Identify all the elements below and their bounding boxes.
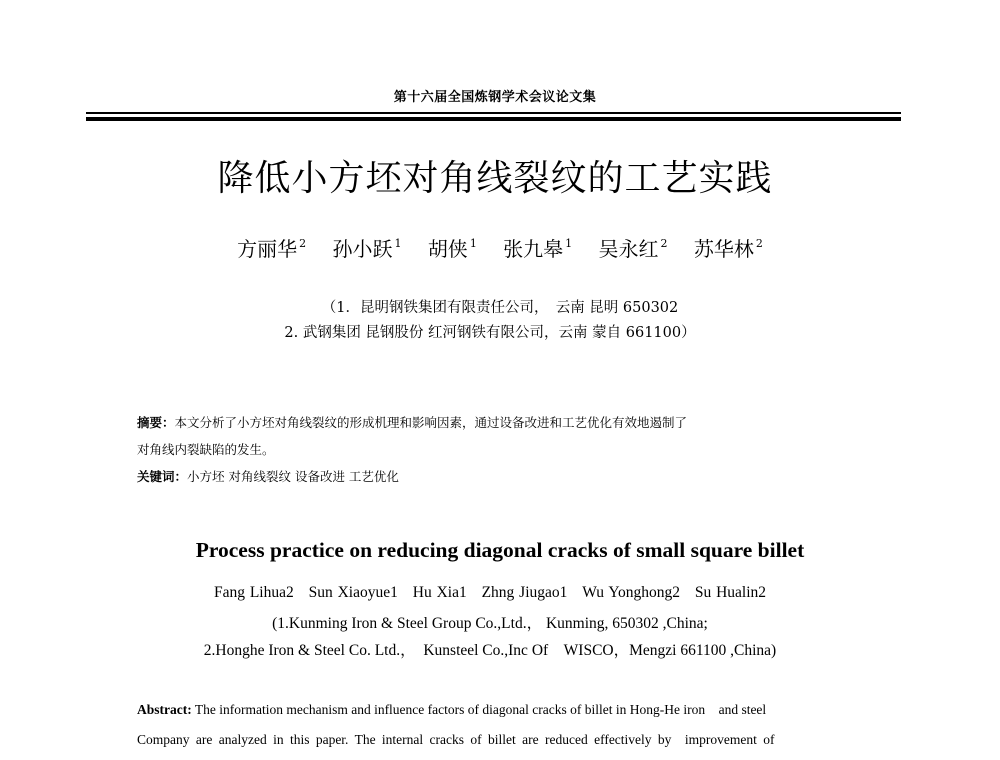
affiliation-english-2: 2.Honghe Iron & Steel Co. Ltd.， Kunsteel Co.,Inc Of WISCO，Mengzi 661100 ,China) <box>203 642 777 659</box>
affiliation-marker: 1 <box>565 237 573 250</box>
paper-title-chinese: 降低小方坯对角线裂纹的工艺实践 <box>217 158 773 199</box>
abstract-english-line-3-clipped <box>137 753 855 760</box>
author <box>599 237 668 261</box>
abstract-text: The information mechanism and influence factors of diagonal cracks of billet in Hong-He iron and steel <box>191 702 767 717</box>
author-name-english: Hu Xia1 <box>412 584 467 601</box>
abstract-english-line-2: Company are analyzed in this paper. The internal cracks of billet are reduced effectively by improvement of <box>137 732 775 747</box>
author <box>428 237 477 261</box>
affiliation-marker: 2 <box>299 237 307 250</box>
author-name: 张九皋 <box>503 237 564 261</box>
abstract-english-line-1 <box>137 698 855 718</box>
author <box>237 237 306 261</box>
affiliation-chinese-1: （1．昆明钢铁集团有限责任公司， 云南 昆明 650302 <box>321 300 679 316</box>
abstract-text: 本文分析了小方坯对角线裂纹的形成机理和影响因素，通过设备改进和工艺优化有效地遏制了 <box>174 415 688 430</box>
header-rule-thin <box>86 112 901 114</box>
author-name-english: Zhng Jiugao1 <box>481 584 568 601</box>
affiliation-marker: 2 <box>660 237 668 250</box>
affiliation-english-1: (1.Kunming Iron & Steel Group Co.,Ltd.， Kunming, 650302 ,China; <box>272 615 708 632</box>
keywords-text: 小方坯 对角线裂纹 设备改进 工艺优化 <box>187 469 399 484</box>
affiliation-chinese-2: 2. 武钢集团 昆钢股份 红河钢铁有限公司，云南 蒙自 661100） <box>284 325 696 341</box>
author-name-english: Sun Xiaoyue1 <box>308 584 398 601</box>
abstract-label-chinese: 摘要： <box>137 415 175 430</box>
author-name-english: Su Hualin2 <box>694 584 767 601</box>
paper-title-english: Process practice on reducing diagonal cracks of small square billet <box>195 538 805 562</box>
author-name-english: Wu Yonghong2 <box>582 584 680 601</box>
author-name-english: Fang Lihua2 <box>213 584 294 601</box>
affiliation-marker: 1 <box>394 237 402 250</box>
keywords-label-chinese: 关键词： <box>137 469 188 484</box>
author-list-chinese <box>0 233 1000 262</box>
author-list-english <box>0 584 980 602</box>
author-name: 孙小跃 <box>332 237 393 261</box>
author-name: 苏华林 <box>693 237 754 261</box>
author-name: 方丽华 <box>237 237 298 261</box>
affiliation-marker: 1 <box>469 237 477 250</box>
author-name: 吴永红 <box>598 237 659 261</box>
header-rule-thick <box>86 117 901 121</box>
author <box>694 237 763 261</box>
abstract-label-english: Abstract: <box>137 702 192 717</box>
abstract-chinese-line-1 <box>137 413 837 431</box>
running-header: 第十六届全国炼钢学术会议论文集 <box>393 90 597 105</box>
author <box>332 237 401 261</box>
author-name: 胡侠 <box>427 237 468 261</box>
abstract-chinese-line-2: 对角线内裂缺陷的发生。 <box>137 442 275 457</box>
author <box>503 237 572 261</box>
affiliation-marker: 2 <box>755 237 763 250</box>
keywords-chinese <box>137 467 837 485</box>
